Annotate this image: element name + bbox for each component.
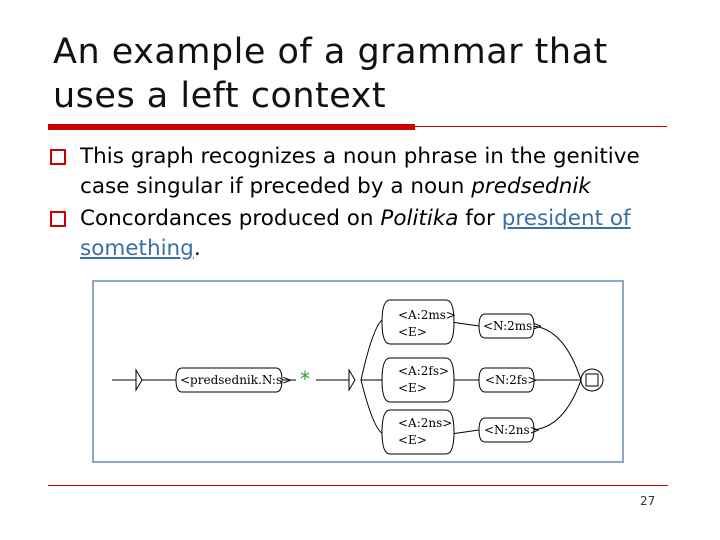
- adjective-empty-label: <E>: [398, 433, 427, 447]
- bullet-item: [50, 142, 690, 202]
- adjective-box: [382, 410, 454, 454]
- bullet-text: for: [458, 206, 502, 231]
- final-state-icon: [581, 369, 603, 391]
- adjective-box: [382, 300, 456, 344]
- left-context-label: <predsednik.N:s>: [180, 373, 293, 387]
- adjective-empty-label: <E>: [398, 381, 427, 395]
- adjective-label: <A:2fs>: [398, 364, 450, 378]
- left-context-box: [176, 368, 292, 392]
- bullet-italic-text: Politika: [380, 206, 459, 231]
- noun-label: <N:2ns>: [484, 423, 540, 437]
- adjective-label: <A:2ms>: [398, 308, 456, 322]
- noun-label: <N:2ms>: [483, 319, 543, 333]
- noun-label: <N:2fs>: [485, 373, 538, 387]
- bullet-list: [50, 142, 690, 266]
- noun-box: [479, 314, 542, 338]
- adjective-box: [382, 358, 454, 402]
- adjective-empty-label: <E>: [398, 325, 427, 339]
- bullet-text: .: [193, 236, 201, 261]
- adjective-label: <A:2ns>: [398, 416, 453, 430]
- title-underline-thin: [415, 126, 667, 127]
- noun-box: [479, 368, 537, 392]
- initial-state-arrow-icon: [136, 370, 142, 390]
- bullet-text: Concordances produced on: [80, 206, 381, 231]
- bullet-text: This graph recognizes a noun phrase in the genitive case singular if preceded by a noun: [80, 144, 640, 199]
- noun-box: [479, 418, 540, 442]
- grammar-graph: [94, 282, 622, 461]
- page-number: 27: [640, 494, 656, 508]
- checkbox-bullet-icon: [50, 149, 66, 165]
- bullet-item: [50, 204, 690, 264]
- slide-title: An example of a grammar that uses a left context: [53, 32, 608, 116]
- president-of-something-link[interactable]: president of something: [80, 206, 631, 261]
- footer-rule: [48, 485, 668, 486]
- bullet-italic-text: predsednik: [471, 174, 591, 199]
- branch-node-icon: [349, 370, 355, 390]
- checkbox-bullet-icon: [50, 211, 66, 227]
- title-underline-accent: [48, 124, 415, 130]
- grammar-graph-figure: [92, 280, 624, 463]
- context-marker: *: [300, 367, 310, 391]
